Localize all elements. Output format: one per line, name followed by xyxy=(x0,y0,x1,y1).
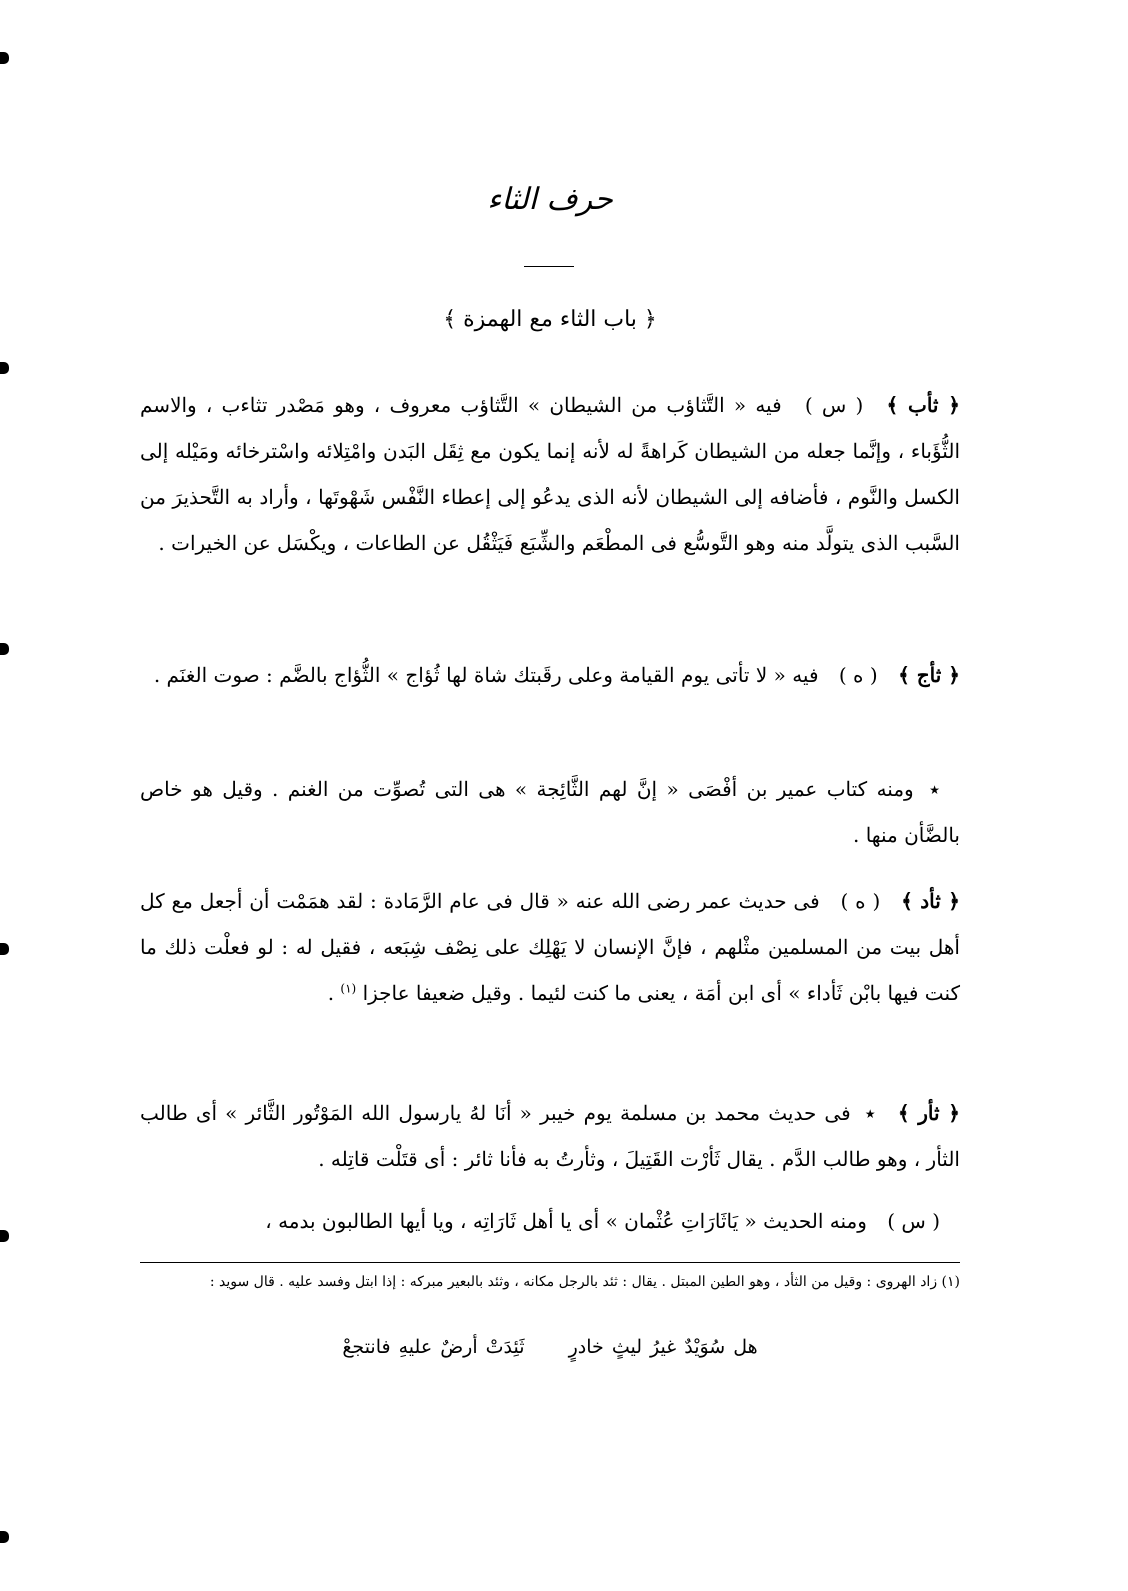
entry-thaaj xyxy=(140,652,960,698)
chapter-heading: ﴿ باب الثاء مع الهمزة ﴾ xyxy=(443,307,657,332)
source-marker: ( ه ) xyxy=(838,663,878,687)
verse-first-half: هل سُوَيْدٌ غيرُ ليثٍ خادرٍ xyxy=(568,1336,758,1358)
source-marker: ( س ) xyxy=(804,393,864,417)
entry-text: ومنه الحديث « يَاثَارَاتِ عُثْمان » أى يا أهل ثَارَاتِه ، ويا أيها الطالبون بدمه ، xyxy=(265,1209,867,1233)
entry-thaab xyxy=(140,382,960,566)
page-edge-mark xyxy=(0,1531,9,1543)
verse-second-half: ثَئِدَتْ أرضٌ عليهِ فانتجعْ xyxy=(342,1336,525,1358)
source-marker: ( ه ) xyxy=(840,889,881,913)
page-title: حرف الثاء xyxy=(487,182,613,217)
footnote-ref: (١) xyxy=(340,981,357,996)
entry-headword: ﴿ ثأد ﴾ xyxy=(901,889,960,913)
entry-headword: ﴿ ثأج ﴾ xyxy=(898,663,960,687)
page-edge-mark xyxy=(0,362,9,374)
entry-thaaj-sub xyxy=(140,766,960,858)
source-marker: ( س ) xyxy=(887,1209,940,1233)
entry-thaar-sub xyxy=(140,1198,960,1244)
star-marker: ٭ xyxy=(864,1101,876,1125)
entry-text: فيه « التَّثاؤب من الشيطان » التَّثاؤب معروف ، وهو مَصْدر تثاءب ، والاسم الثُّؤَباء ، وإنَّما جعله من الشيطان كَراهةً له لأنه إنما يكون مع ثِقَل البَدن وامْتِلائه واسْترخائه ومَيْله إلى الكسل والنَّوم ، فأضافه إلى الشيطان لأنه الذى يدعُو إلى إعطاء النَّفْس شَهْوتَها ، وأراد به التَّحذيرَ من السَّبب الذى يتولَّد منه وهو التَّوسُّع فى المطْعَم والشِّبَع فَيَثْقُل عن الطاعات ، ويكْسَل عن الخيرات . xyxy=(140,393,960,555)
title-rule xyxy=(524,266,574,267)
page-edge-mark xyxy=(0,52,9,64)
page-edge-mark xyxy=(0,1230,9,1242)
entry-text: فى حديث عمر رضى الله عنه « قال فى عام الرَّمَادة : لقد همَمْت أن أجعل مع كل أهل بيت من المسلمين مثْلهم ، فإنَّ الإنسان لا يَهْلِك على نِصْف شِبَعه ، فقيل له : لو فعلْت ذلك ما كنت فيها بابْن ثَأداء » أى ابن أمَة ، يعنى ما كنت لئيما . وقيل ضعيفا عاجزا xyxy=(140,889,960,1005)
entry-text: فيه « لا تأتى يوم القيامة وعلى رقَبتك شاة لها ثُؤاج » الثُّؤاج بالضَّم : صوت الغنَم . xyxy=(153,663,819,687)
entry-thaar xyxy=(140,1090,960,1182)
entry-tail: . xyxy=(327,981,335,1005)
entry-headword: ﴿ ثأر ﴾ xyxy=(897,1101,961,1125)
star-marker: ٭ xyxy=(929,777,940,801)
footnote: (١) زاد الهروى : وقيل من الثأد ، وهو الطين المبتل . يقال : ثئد بالرجل مكانه ، وثئد بالبعير مبركه : إذا ابتل وفسد عليه . قال سويد : xyxy=(209,1274,960,1290)
book-page xyxy=(140,0,960,1591)
page-edge-mark xyxy=(0,943,9,955)
entry-headword: ﴿ ثأب ﴾ xyxy=(886,393,961,417)
footnote-verse xyxy=(140,1336,960,1358)
page-edge-mark xyxy=(0,643,9,655)
entry-text: فى حديث محمد بن مسلمة يوم خيبر « أنَا لهُ يارسول الله المَوْتُور الثَّائر » أى طالب الثأر ، وهو طالب الدَّم . يقال ثَأرْت القَتِيلَ ، وثأرتُ به فأنا ثائر : أى قتَلْت قاتِله . xyxy=(140,1101,960,1171)
entry-thaad xyxy=(140,878,960,1016)
footnote-rule xyxy=(140,1262,960,1263)
entry-text: ومنه كتاب عمير بن أفْصَى « إنَّ لهم الثَّائِجة » هى التى تُصوِّت من الغنم . وقيل هو خاص بالضَّأن منها . xyxy=(140,777,960,847)
